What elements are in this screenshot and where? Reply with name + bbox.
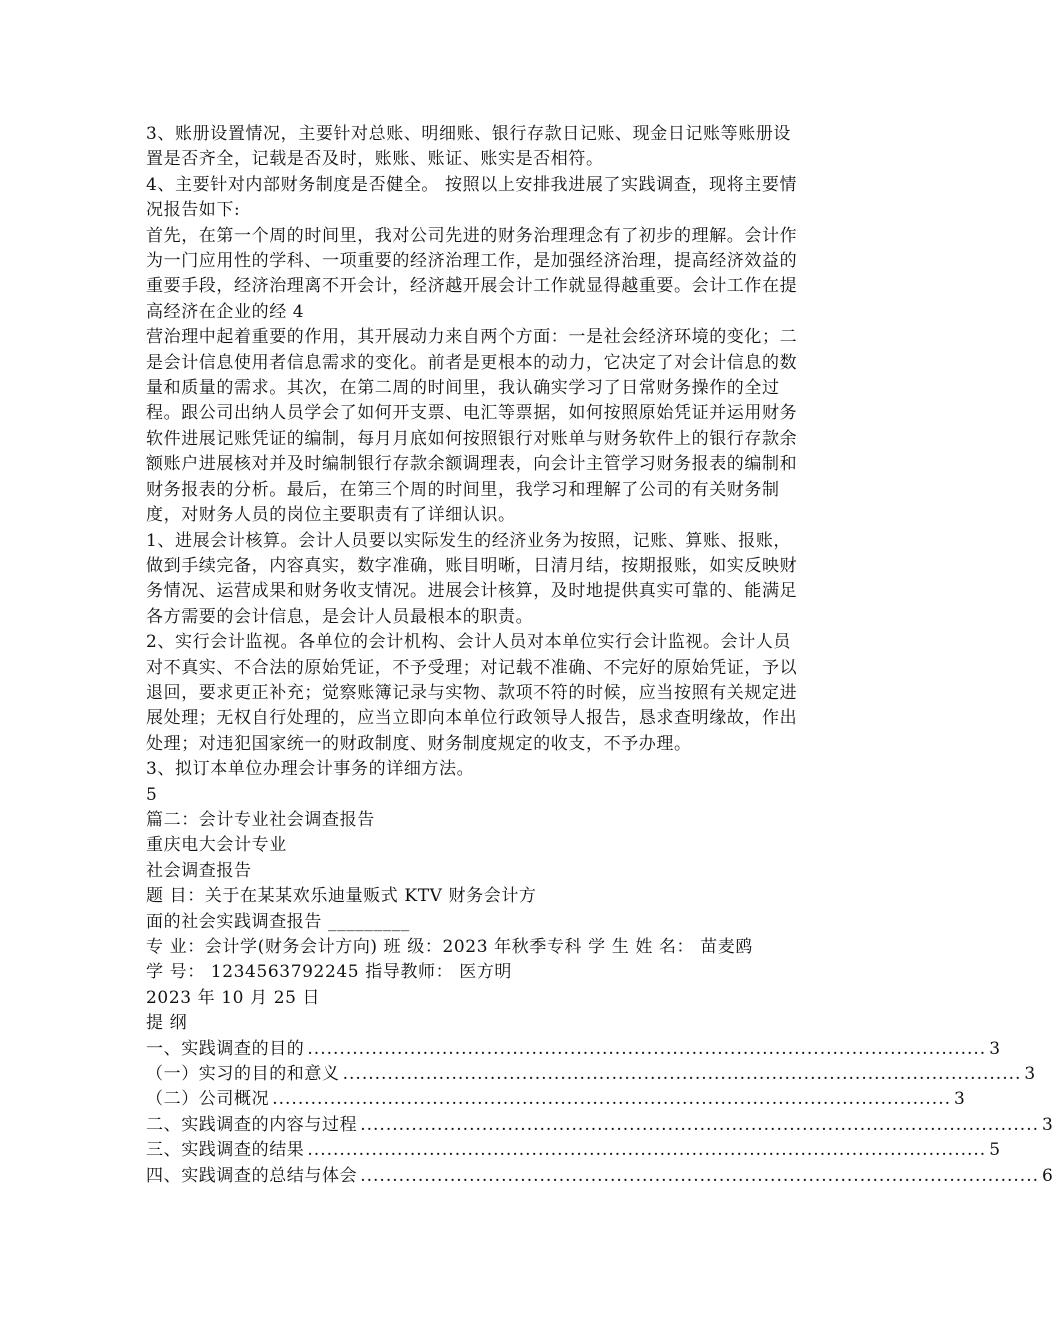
toc-entry (146, 1037, 1001, 1062)
toc-entry (146, 1062, 1036, 1087)
report-date: 2023 年 10 月 25 日 (146, 987, 321, 1008)
paragraph: 1、进展会计核算。会计人员要以实际发生的经济业务为按照，记账、算账、报账，做到手续完备，内容真实，数字准确，账目明晰，日清月结，按期报账，如实反映财务情况、运营成果和财务收支情况。进展会计核算，及时地提供真实可靠的、能满足各方需要的会计信息，是会计人员最根本的职责。 (146, 530, 798, 627)
toc-entry-page: 3 (1024, 1064, 1036, 1085)
toc-entry-title: 二、实践调查的内容与过程 (146, 1114, 358, 1135)
paragraph: 3、拟订本单位办理会计事务的详细方法。 (146, 759, 475, 780)
toc-entry-page: 3 (989, 1038, 1001, 1059)
student-info: 学 号： 1234563792245 指导教师： 医方明 (146, 962, 513, 983)
topic-line: 题 目：关于在某某欢乐迪量贩式 KTV 财务会计方 (146, 886, 537, 907)
toc-entry (146, 1138, 1001, 1163)
toc-leader: .......................................................................................................... (307, 1140, 987, 1161)
toc-entry-title: （二）公司概况 (146, 1089, 270, 1110)
toc-leader: .......................................................................................................... (360, 1114, 1040, 1135)
paragraph: 营治理中起着重要的作用，其开展动力来自两个方面：一是社会经济环境的变化；二是会计信息使用者信息需求的变化。前者是更根本的动力，它决定了对会计信息的数量和质量的需求。其次，在第二周的时间里，我认确实学习了日常财务操作的全过程。跟公司出纳人员学会了如何开支票、电汇等票据，如何按照原始凭证并运用财务软件进展记账凭证的编制，每月月底如何按照银行对账单与财务软件上的银行存款余额账户进展核对并及时编制银行存款余额调理表，向会计主管学习财务报表的编制和财务报表的分析。最后，在第三个周的时间里，我学习和理解了公司的有关财务制度，对财务人员的岗位主要职责有了详细认识。 (146, 327, 798, 526)
report-name: 社会调查报告 (146, 860, 252, 881)
toc-entry-page: 3 (1042, 1114, 1054, 1135)
toc-entry-page: 3 (954, 1089, 966, 1110)
toc-entry-page: 6 (1042, 1165, 1054, 1186)
toc-entry-page: 5 (989, 1140, 1001, 1161)
toc-leader: .......................................................................................................... (360, 1165, 1040, 1186)
page-number: 5 (146, 784, 158, 805)
toc-entry-title: 三、实践调查的结果 (146, 1140, 305, 1161)
table-of-contents (146, 1037, 1054, 1189)
paragraph: 4、主要针对内部财务制度是否健全。 按照以上安排我进展了实践调查，现将主要情况报告如下: (146, 174, 798, 221)
paragraph: 首先，在第一个周的时间里，我对公司先进的财务治理理念有了初步的理解。会计作为一门应用性的学科、一项重要的经济治理工作，是加强经济治理，提高经济效益的重要手段，经济治理离不开会计，经济越开展会计工作就显得越重要。会计工作在提高经济在企业的经 4 (146, 225, 798, 322)
student-info: 专 业：会计学(财务会计方向) 班 级：2023 年秋季专科 学 生 姓 名： 苗麦鸥 (146, 937, 753, 957)
toc-leader: .......................................................................................................... (342, 1064, 1022, 1085)
school-name: 重庆电大会计专业 (146, 835, 287, 856)
toc-entry-title: 一、实践调查的目的 (146, 1038, 305, 1059)
toc-entry-title: （一）实习的目的和意义 (146, 1064, 340, 1085)
toc-leader: .......................................................................................................... (307, 1038, 987, 1059)
toc-entry (146, 1087, 966, 1112)
paragraph: 2、实行会计监视。各单位的会计机构、会计人员对本单位实行会计监视。会计人员对不真实、不合法的原始凭证，不予受理；对记载不准确、不完好的原始凭证，予以退回，要求更正补充；觉察账簿记录与实物、款项不符的时候，应当按照有关规定进展处理；无权自行处理的，应当立即向本单位行政领导人报告，恳求查明缘故，作出处理；对违犯国家统一的财政制度、财务制度规定的收支，不予办理。 (146, 632, 798, 754)
toc-leader: .......................................................................................................... (272, 1089, 952, 1110)
toc-entry-title: 四、实践调查的总结与体会 (146, 1165, 358, 1186)
document-body (146, 122, 1054, 1189)
paragraph: 3、账册设置情况，主要针对总账、明细账、银行存款日记账、现金日记账等账册设置是否齐全，记载是否及时，账账、账证、账实是否相符。 (146, 124, 792, 170)
topic-line: 面的社会实践调查报告 _________ (146, 911, 410, 932)
toc-entry (146, 1164, 1054, 1189)
toc-entry (146, 1113, 1054, 1138)
section-title: 篇二：会计专业社会调查报告 (146, 809, 375, 830)
outline-title: 提 纲 (146, 1013, 188, 1034)
